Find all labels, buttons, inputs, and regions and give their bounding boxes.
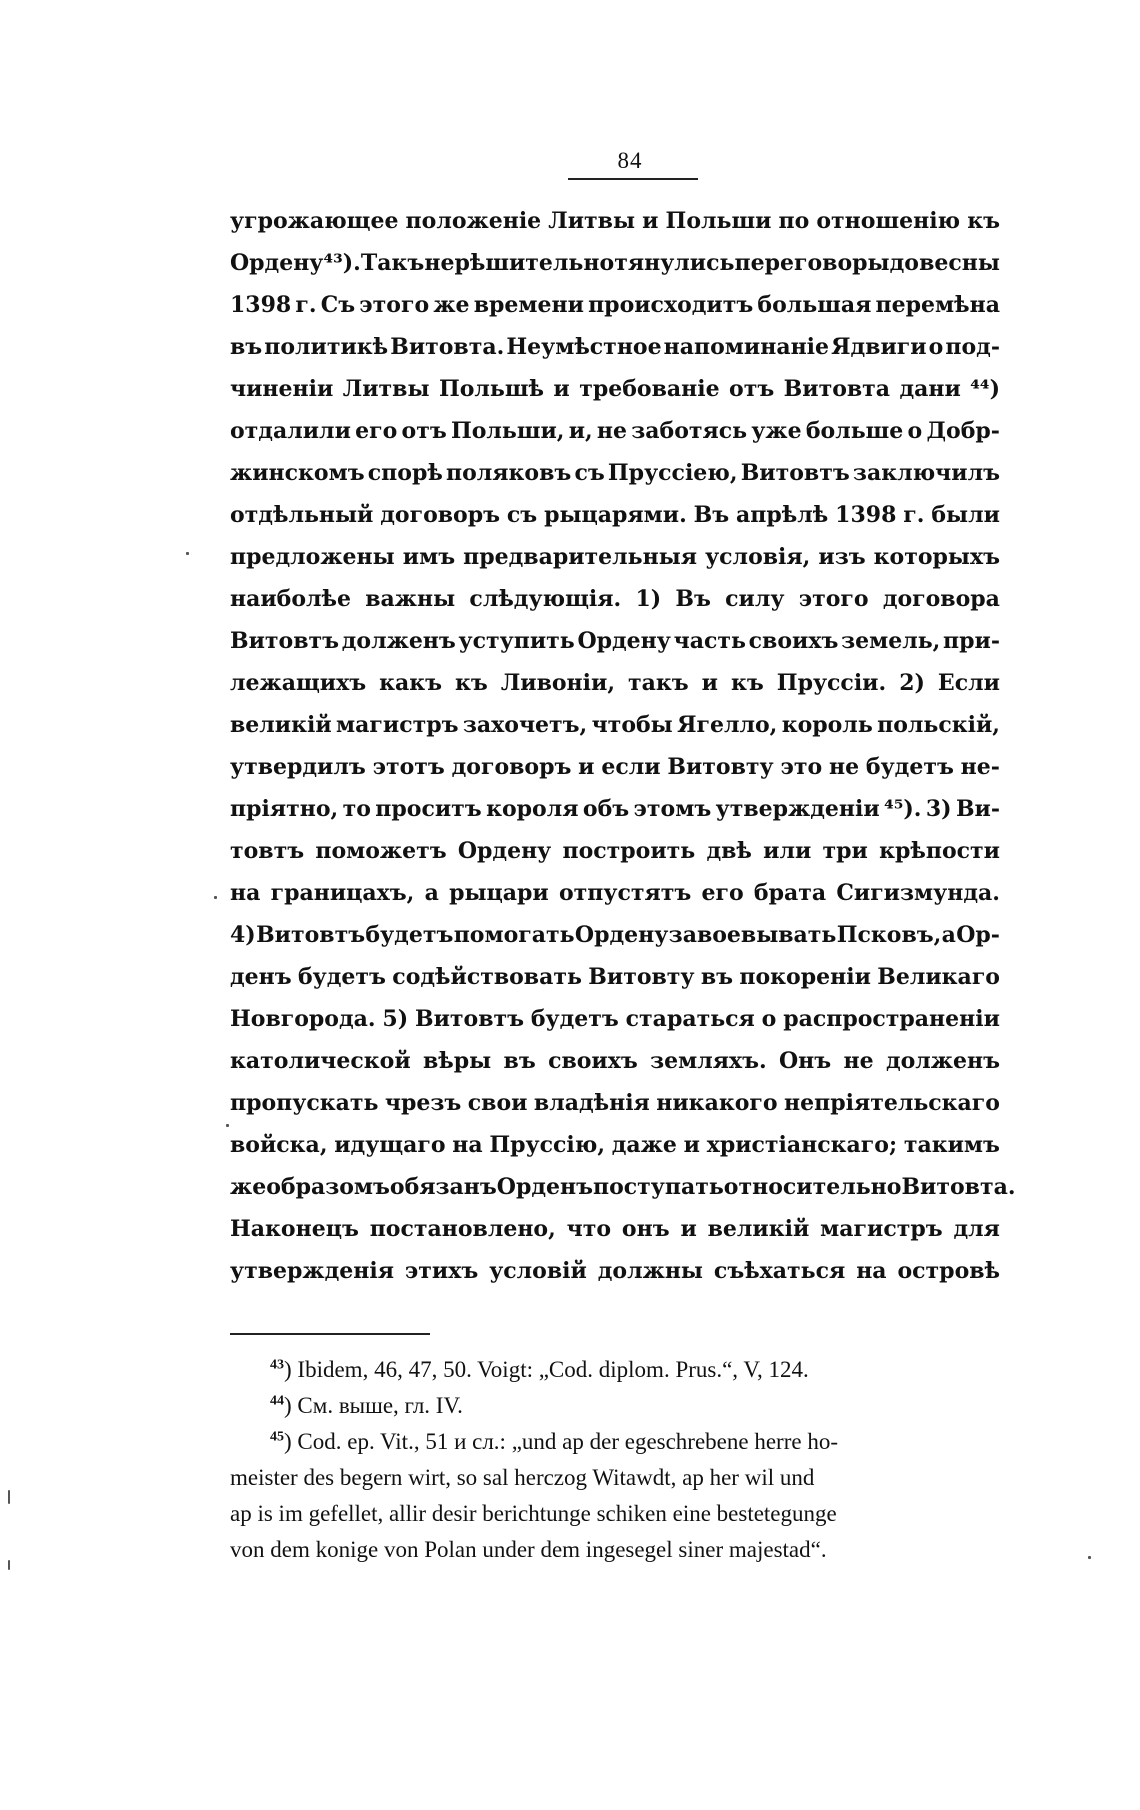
body-line (230, 620, 1000, 662)
word: отъ (729, 376, 775, 402)
body-line (230, 1250, 1000, 1292)
word: Если (937, 670, 1000, 696)
word: вѣры (423, 1048, 492, 1074)
word: переговоры (734, 250, 890, 276)
word: распространеніи (783, 1006, 1000, 1032)
word: къ (455, 670, 488, 696)
word: Пруссіею, (607, 460, 738, 486)
word: покореніи (739, 964, 871, 990)
word: больше (805, 418, 904, 444)
header-rule (568, 178, 698, 180)
footnote-line (230, 1388, 1030, 1424)
word: уже (751, 418, 802, 444)
word: же (433, 292, 470, 318)
body-line (230, 368, 1000, 410)
word: часть (673, 628, 746, 654)
word: объ (582, 796, 630, 822)
word: будетъ (298, 964, 386, 990)
word: Ордену (574, 922, 669, 948)
word: и (578, 754, 595, 780)
footnote-paren: ) (284, 1429, 298, 1454)
word: свои (467, 1090, 528, 1116)
footnote-text: Cod. ep. Vit., 51 и сл.: „und ap der egeschrebene herre ho- (297, 1429, 838, 1454)
word: 4) (230, 922, 256, 948)
body-line (230, 578, 1000, 620)
footnote-line (230, 1424, 1030, 1460)
word: къ (731, 670, 764, 696)
word: отпустятъ (558, 880, 692, 906)
word: Добр- (926, 418, 1000, 444)
word: и (683, 1132, 700, 1158)
word: изъ (818, 544, 866, 570)
word: островѣ (897, 1258, 1000, 1284)
word: положеніе (405, 208, 542, 234)
body-line (230, 326, 1000, 368)
word: пропускать (230, 1090, 379, 1116)
word: не (843, 1048, 874, 1074)
word: дани (899, 376, 961, 402)
word: а (424, 880, 439, 906)
word: Витовтъ (740, 460, 850, 486)
footnote-text: ap is im gefellet, allir desir berichtunge schiken eine bestetegunge (230, 1501, 837, 1526)
word: это (780, 754, 823, 780)
word: брата (753, 880, 827, 906)
word: этого (359, 292, 430, 318)
scan-speck (8, 1490, 10, 1504)
word: Ордену (577, 628, 671, 654)
word: 1398 (230, 292, 292, 318)
word: Сигизмунда. (836, 880, 1000, 906)
scan-speck (186, 552, 189, 555)
body-line (230, 788, 1000, 830)
word: земель, (841, 628, 941, 654)
word: Витовта. (390, 334, 505, 360)
word: 1) (635, 586, 662, 612)
word: Новгорода. (230, 1006, 376, 1032)
word: условія, (705, 544, 811, 570)
word: до (889, 250, 919, 276)
word: не- (960, 754, 1000, 780)
word: 3) (925, 796, 952, 822)
word: Съ (320, 292, 356, 318)
word: под- (945, 334, 1000, 360)
body-line (230, 452, 1000, 494)
word: чиненіи (230, 376, 334, 402)
word: Неумѣстное (506, 334, 662, 360)
body-line (230, 200, 1000, 242)
word: утвержденія (230, 1258, 394, 1284)
word: построить (562, 838, 696, 864)
word: Ви- (955, 796, 1000, 822)
word: 1398 (835, 502, 897, 528)
word: крѣпости (879, 838, 1000, 864)
word: его (701, 880, 744, 906)
word: Великаго (877, 964, 1000, 990)
word: магистръ (820, 1216, 943, 1242)
word: если (601, 754, 661, 780)
word: долженъ (341, 628, 456, 654)
word: Пруссіи. (776, 670, 887, 696)
word: на (452, 1132, 483, 1158)
body-line (230, 1124, 1000, 1166)
word: поможетъ (315, 838, 447, 864)
word: съ (574, 460, 605, 486)
word: и (701, 670, 718, 696)
word: будетъ (365, 922, 454, 948)
word: уступить (458, 628, 575, 654)
word: или (763, 838, 812, 864)
body-line (230, 830, 1000, 872)
word: Литвы (548, 208, 636, 234)
word: Польши (665, 208, 772, 234)
word: были (931, 502, 1000, 528)
word: утвердилъ (230, 754, 366, 780)
word: Пруссію, (489, 1132, 605, 1158)
word: г. (295, 292, 317, 318)
word: на (856, 1258, 887, 1284)
word: при- (943, 628, 1000, 654)
word: чтобы (591, 712, 673, 738)
word: рыцари (449, 880, 549, 906)
word: христіанскаго; (706, 1132, 898, 1158)
word: апрѣлѣ (736, 502, 829, 528)
body-line (230, 536, 1000, 578)
footnote-mark: 45 (270, 1429, 284, 1445)
word: проситъ (375, 796, 482, 822)
body-line (230, 998, 1000, 1040)
word: магистръ (336, 712, 459, 738)
word: великій (707, 1216, 810, 1242)
footnote-text: См. выше, гл. IV. (297, 1393, 463, 1418)
word: Въ (675, 586, 711, 612)
word: никакого (656, 1090, 778, 1116)
word: отъ (401, 418, 447, 444)
word: спорѣ (367, 460, 443, 486)
word: Витовту (667, 754, 774, 780)
word: Витовтъ (230, 628, 340, 654)
body-text (230, 200, 1016, 1292)
word: ⁴⁵). (884, 796, 922, 822)
word: ⁴⁴) (970, 376, 1000, 402)
body-line (230, 872, 1000, 914)
footnote-line (230, 1460, 1030, 1496)
word: король (781, 712, 873, 738)
word: Ягелло, (677, 712, 778, 738)
word: о (761, 1006, 777, 1032)
word: заботясь (631, 418, 748, 444)
scan-speck (1088, 1556, 1091, 1559)
word: короля (486, 796, 579, 822)
word: отдѣльный (230, 502, 374, 528)
word: Витовту (588, 964, 695, 990)
footnote-line (230, 1352, 1030, 1388)
word: образомъ (266, 1174, 390, 1200)
word: г. (903, 502, 925, 528)
word: товтъ (230, 838, 305, 864)
word: жинскомъ (230, 460, 365, 486)
word: времени (473, 292, 584, 318)
word: напоминаніе (663, 334, 830, 360)
word: Ядвиги (831, 334, 927, 360)
footnotes (230, 1352, 1030, 1568)
word: своихъ (748, 628, 839, 654)
word: имъ (402, 544, 456, 570)
footnote-line (230, 1496, 1030, 1532)
word: Польши, (450, 418, 565, 444)
word: Ор- (956, 922, 1000, 948)
word: предложены (230, 544, 395, 570)
body-line (230, 242, 1000, 284)
word: Такъ (360, 250, 425, 276)
word: завоевывать (668, 922, 837, 948)
word: содѣйствовать (392, 964, 582, 990)
word: о (907, 418, 923, 444)
scan-speck (226, 1124, 229, 1127)
word: даже (611, 1132, 677, 1158)
word: нерѣшительно (424, 250, 615, 276)
word: этихъ (404, 1258, 479, 1284)
body-line (230, 1082, 1000, 1124)
footnote-mark: 43 (270, 1357, 284, 1373)
word: Наконецъ (230, 1216, 359, 1242)
word: пріятно, (230, 796, 339, 822)
footnote-text: von dem konige von Polan under dem ingesegel siner majestad“. (230, 1537, 827, 1562)
word: на (230, 880, 261, 906)
word: и, (568, 418, 593, 444)
word: съѣхаться (713, 1258, 846, 1284)
word: такъ (628, 670, 689, 696)
word: то (342, 796, 371, 822)
word: земляхъ. (650, 1048, 767, 1074)
word: важны (365, 586, 456, 612)
word: обязанъ (389, 1174, 497, 1200)
word: утвержденіи (715, 796, 880, 822)
word: большая (757, 292, 872, 318)
body-line (230, 410, 1000, 452)
word: не (596, 418, 628, 444)
word: войска, (230, 1132, 328, 1158)
word: этомъ (633, 796, 712, 822)
word: договора (882, 586, 1000, 612)
word: стараться (625, 1006, 755, 1032)
word: три (822, 838, 868, 864)
word: и (553, 376, 570, 402)
body-line (230, 284, 1000, 326)
word: лежащихъ (230, 670, 367, 696)
word: будетъ (530, 1006, 619, 1032)
word: Ливоніи, (500, 670, 615, 696)
footnote-mark: 44 (270, 1393, 284, 1409)
body-line (230, 914, 1000, 956)
word: Ордену (457, 838, 552, 864)
word: будетъ (865, 754, 954, 780)
word: Витовта (783, 376, 891, 402)
word: а (941, 922, 956, 948)
word: весны (919, 250, 1000, 276)
body-line (230, 494, 1000, 536)
body-line (230, 662, 1000, 704)
word: этого (798, 586, 869, 612)
body-line (230, 1208, 1000, 1250)
word: поляковъ (445, 460, 572, 486)
word: Витовтъ (256, 922, 366, 948)
word: слѣдующія. (469, 586, 622, 612)
word: границахъ, (270, 880, 415, 906)
word: требованіе (579, 376, 720, 402)
word: денъ (230, 964, 292, 990)
word: польскій, (877, 712, 1000, 738)
word: условій (489, 1258, 587, 1284)
body-line (230, 704, 1000, 746)
word: идущаго (334, 1132, 446, 1158)
page-number: 84 (617, 148, 643, 173)
footnote-text: Ibidem, 46, 47, 50. Voigt: „Cod. diplom. Prus.“, V, 124. (297, 1357, 809, 1382)
word: отношенію (816, 208, 961, 234)
word: какъ (379, 670, 443, 696)
word: его (355, 418, 398, 444)
word: Литвы (342, 376, 430, 402)
word: постановлено, (369, 1216, 556, 1242)
word: отдалили (230, 418, 351, 444)
word: о (928, 334, 944, 360)
footnote-text: meister des begern wirt, so sal herczog Witawdt, ap her wil und (230, 1465, 815, 1490)
word: онъ (621, 1216, 670, 1242)
footnote-separator (230, 1333, 430, 1335)
word: въ (700, 964, 734, 990)
body-line (230, 746, 1000, 788)
word: такимъ (903, 1132, 1000, 1158)
word: долженъ (885, 1048, 1000, 1074)
word: католической (230, 1048, 411, 1074)
word: относительно (723, 1174, 902, 1200)
word: для (953, 1216, 1000, 1242)
body-line (230, 956, 1000, 998)
body-line (230, 1166, 1016, 1208)
word: поступать (592, 1174, 724, 1200)
word: ⁴³). (323, 250, 361, 276)
word: великій (230, 712, 332, 738)
word: захочетъ, (462, 712, 588, 738)
word: угрожающее (230, 208, 399, 234)
word: Витовтъ (414, 1006, 524, 1032)
word: 2) (899, 670, 925, 696)
word: силу (725, 586, 785, 612)
footnote-paren: ) (284, 1357, 298, 1382)
word: по (778, 208, 810, 234)
word: Онъ (779, 1048, 832, 1074)
word: и (680, 1216, 697, 1242)
word: происходитъ (588, 292, 754, 318)
footnote-line (230, 1532, 1030, 1568)
word: 5) (382, 1006, 409, 1032)
word: наиболѣе (230, 586, 351, 612)
word: помогать (453, 922, 575, 948)
word: и (642, 208, 659, 234)
word: Ордену (230, 250, 324, 276)
word: Въ (693, 502, 730, 528)
word: политикѣ (264, 334, 389, 360)
word: въ (230, 334, 263, 360)
word: своихъ (548, 1048, 638, 1074)
word: чрезъ (384, 1090, 462, 1116)
word: же (230, 1174, 267, 1200)
word: этотъ (372, 754, 445, 780)
word: договоръ (380, 502, 500, 528)
word: Польшѣ (438, 376, 544, 402)
word: договоръ (451, 754, 572, 780)
word: съ (506, 502, 538, 528)
word: перемѣна (875, 292, 1000, 318)
word: Орденъ (496, 1174, 593, 1200)
word: которыхъ (873, 544, 1000, 570)
word: тянулись (614, 250, 735, 276)
word: заключилъ (852, 460, 1000, 486)
word: въ (503, 1048, 536, 1074)
word: двѣ (706, 838, 752, 864)
word: что (566, 1216, 612, 1242)
word: рыцарями. (544, 502, 687, 528)
scan-speck (8, 1560, 10, 1570)
word: владѣнія (533, 1090, 650, 1116)
scan-speck (214, 896, 217, 899)
word: Витовта. (901, 1174, 1016, 1200)
word: должны (597, 1258, 703, 1284)
word: къ (967, 208, 1000, 234)
word: предварительныя (463, 544, 698, 570)
body-line (230, 1040, 1000, 1082)
word: Псковъ, (836, 922, 942, 948)
word: непріятельскаго (784, 1090, 1000, 1116)
footnote-paren: ) (284, 1393, 298, 1418)
word: не (828, 754, 860, 780)
